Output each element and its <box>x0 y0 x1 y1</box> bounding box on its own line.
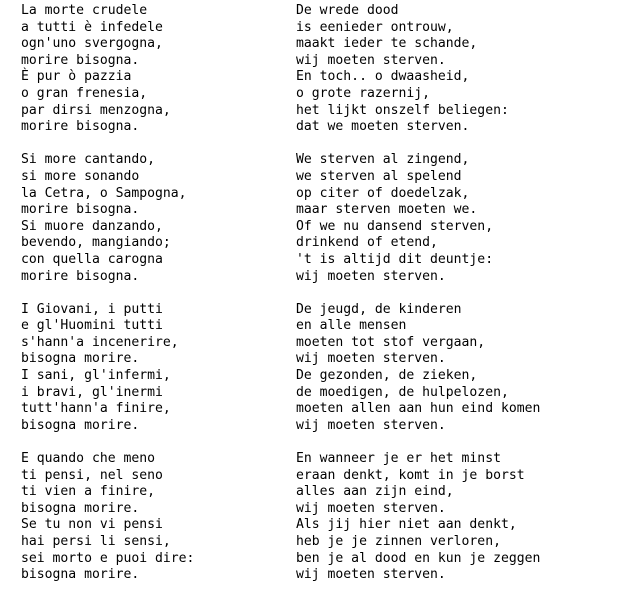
dutch-line: Of we nu dansend sterven, <box>296 218 494 234</box>
italian-line: ti pensi, nel seno <box>21 467 163 483</box>
italian-line: E quando che meno <box>21 451 156 467</box>
italian-line: Si more cantando, <box>21 152 156 168</box>
stanza-4 <box>0 451 631 584</box>
italian-line: È pur ò pazzia <box>21 69 132 85</box>
italian-line: i bravi, gl'inermi <box>21 384 163 400</box>
italian-line: bisogna morire. <box>21 567 140 583</box>
dutch-line: dat we moeten sterven. <box>296 119 470 135</box>
verse-line <box>0 501 631 518</box>
verse-line <box>0 269 631 286</box>
verse-line <box>0 368 631 385</box>
verse-line <box>0 169 631 186</box>
dutch-line: ben je al dood en kun je zeggen <box>296 550 541 566</box>
dutch-line: Als jij hier niet aan denkt, <box>296 517 517 533</box>
verse-line <box>0 20 631 37</box>
dutch-line: 't is altijd dit deuntje: <box>296 251 494 267</box>
italian-line: sei morto e puoi dire: <box>21 550 195 566</box>
italian-line: hai persi li sensi, <box>21 534 171 549</box>
verse-line <box>0 517 631 534</box>
verse-line <box>0 335 631 352</box>
verse-line <box>0 103 631 120</box>
verse-line <box>0 53 631 70</box>
italian-line: e gl'Huomini tutti <box>21 318 163 334</box>
italian-line: Se tu non vi pensi <box>21 517 163 533</box>
verse-line <box>0 86 631 103</box>
dutch-line: maar sterven moeten we. <box>296 202 478 218</box>
verse-line <box>0 451 631 468</box>
verse-line <box>0 468 631 485</box>
dutch-line: De gezonden, de zieken, <box>296 368 478 384</box>
verse-line <box>0 567 631 584</box>
italian-line: si more sonando <box>21 168 140 184</box>
stanza-1 <box>0 3 631 136</box>
italian-line: s'hann'a incenerire, <box>21 334 179 350</box>
italian-line: bevendo, mangiando; <box>21 235 171 251</box>
italian-line: morire bisogna. <box>21 268 140 284</box>
dutch-line: En toch.. o dwaasheid, <box>296 69 470 85</box>
italian-line: morire bisogna. <box>21 52 140 68</box>
verse-line <box>0 252 631 269</box>
verse-line <box>0 119 631 136</box>
dutch-line: en alle mensen <box>296 318 407 334</box>
italian-line: ogn'uno svergogna, <box>21 36 163 52</box>
dutch-line: De wrede dood <box>296 3 399 18</box>
verse-line <box>0 418 631 435</box>
dutch-line: wij moeten sterven. <box>296 351 446 367</box>
italian-line: par dirsi menzogna, <box>21 102 171 118</box>
verse-line <box>0 235 631 252</box>
dutch-line: op citer of doedelzak, <box>296 185 470 201</box>
italian-line: I sani, gl'infermi, <box>21 368 171 384</box>
verse-line <box>0 401 631 418</box>
dutch-line: alles aan zijn eind, <box>296 484 454 500</box>
italian-line: Si muore danzando, <box>21 218 163 234</box>
italian-line: bisogna morire. <box>21 351 140 367</box>
italian-line: a tutti è infedele <box>21 19 163 35</box>
verse-line <box>0 385 631 402</box>
verse-line <box>0 219 631 236</box>
dutch-line: De jeugd, de kinderen <box>296 301 462 317</box>
italian-line: tutt'hann'a finire, <box>21 401 171 417</box>
verse-line <box>0 551 631 568</box>
dutch-line: de moedigen, de hulpelozen, <box>296 384 509 400</box>
verse-line <box>0 318 631 335</box>
verse-line <box>0 186 631 203</box>
italian-line: bisogna morire. <box>21 417 140 433</box>
verse-line <box>0 36 631 53</box>
verse-line <box>0 69 631 86</box>
dutch-line: wij moeten sterven. <box>296 52 446 68</box>
italian-line: ti vien a finire, <box>21 484 156 500</box>
dutch-line: maakt ieder te schande, <box>296 36 478 52</box>
dutch-line: We sterven al zingend, <box>296 152 470 168</box>
stanza-2 <box>0 152 631 285</box>
dutch-line: moeten tot stof vergaan, <box>296 334 486 350</box>
italian-line: I Giovani, i putti <box>21 301 163 317</box>
stanza-3 <box>0 302 631 435</box>
italian-line: La morte crudele <box>21 3 148 18</box>
verse-line <box>0 152 631 169</box>
dutch-line: drinkend of etend, <box>296 235 438 251</box>
verse-line <box>0 302 631 319</box>
verse-line <box>0 351 631 368</box>
dutch-line: wij moeten sterven. <box>296 500 446 516</box>
dutch-line: o grote razernij, <box>296 85 431 101</box>
italian-line: bisogna morire. <box>21 500 140 516</box>
italian-line: con quella carogna <box>21 251 163 267</box>
dutch-line: En wanneer je er het minst <box>296 451 501 467</box>
italian-line: o gran frenesia, <box>21 85 148 101</box>
verse-line <box>0 534 631 551</box>
verse-line <box>0 202 631 219</box>
verse-line <box>0 3 631 20</box>
dutch-line: we sterven al spelend <box>296 168 462 184</box>
dutch-line: eraan denkt, komt in je borst <box>296 467 525 483</box>
bilingual-poem <box>0 3 631 600</box>
dutch-line: het lijkt onszelf beliegen: <box>296 102 509 118</box>
dutch-line: heb je je zinnen verloren, <box>296 534 501 549</box>
italian-line: morire bisogna. <box>21 119 140 135</box>
dutch-line: wij moeten sterven. <box>296 417 446 433</box>
dutch-line: moeten allen aan hun eind komen <box>296 401 541 417</box>
dutch-line: wij moeten sterven. <box>296 268 446 284</box>
italian-line: la Cetra, o Sampogna, <box>21 185 187 201</box>
dutch-line: wij moeten sterven. <box>296 567 446 583</box>
italian-line: morire bisogna. <box>21 202 140 218</box>
dutch-line: is eenieder ontrouw, <box>296 19 454 35</box>
verse-line <box>0 484 631 501</box>
